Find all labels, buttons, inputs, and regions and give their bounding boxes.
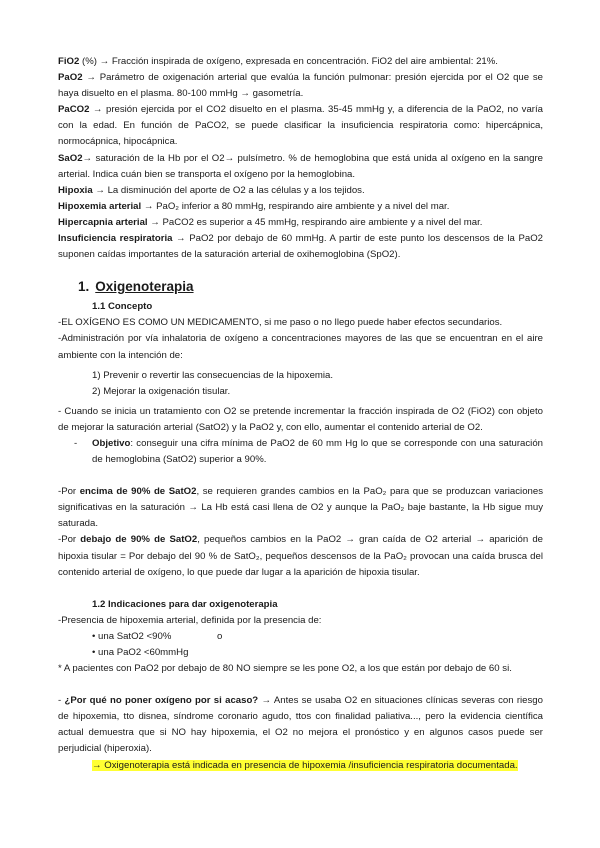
def-text: (%) → Fracción inspirada de oxígeno, expresada en concentración. FiO2 del aire ambiental: 21%. xyxy=(79,56,498,67)
def-text: → PaCO2 es superior a 45 mmHg, respirando aire ambiente y a nivel del mar. xyxy=(147,216,483,228)
def-term: Insuficiencia respiratoria xyxy=(58,233,173,245)
def-text: → Parámetro de oxigenación arterial que evalúa la función pulmonar: presión ejercida por el O2 que se haya disuelto en el plasma. 80-100 mmHg → gasometría. xyxy=(58,72,543,100)
paragraph: - Cuando se inicia un tratamiento con O2 se pretende incrementar la fracción inspirada de O2 (FiO2) con objeto de mejorar la saturación arterial (SatO2) y la PaO2 y, con ello, aumentar el contenido arterial de O2. xyxy=(58,405,543,433)
section-heading xyxy=(78,277,543,297)
subsection-concepto: 1.1 Concepto xyxy=(92,301,153,313)
highlighted-text: Oxigenoterapia está indicada en presencia de hipoxemia /insuficiencia respiratoria documentada. xyxy=(104,759,518,771)
objective-item xyxy=(58,436,543,468)
bullet-or: o xyxy=(217,630,223,642)
paragraph: -EL OXÍGENO ES COMO UN MEDICAMENTO, si me paso o no llego puede haber efectos secundarios. xyxy=(58,317,503,329)
def-term: PaCO2 xyxy=(58,104,90,116)
bullet-text: • una SatO2 <90% xyxy=(92,630,172,642)
list-item: 2) Mejorar la oxigenación tisular. xyxy=(92,385,231,397)
def-term: SaO2 xyxy=(58,152,83,164)
def-term: Hipoxemia arterial xyxy=(58,200,142,212)
paragraph-question: - ¿Por qué no poner oxígeno por si acaso? → Antes se usaba O2 en situaciones clínicas severas con riesgo de hipoxemia, tto disnea, síndrome coronario agudo, ttos con finalidad paliativa..., pero la evidencia científica actual demuestra que si NO hay hipoxemia, el O2 no mejora el pronóstico y en algunos casos puede ser perjudicial (hiperoxia). xyxy=(58,695,543,755)
def-sao2 xyxy=(58,151,543,183)
bold-question: ¿Por qué no poner oxígeno por si acaso? xyxy=(64,695,259,707)
def-text: → La disminución del aporte de O2 a las células y a los tejidos. xyxy=(92,184,365,196)
paragraph: -Presencia de hipoxemia arterial, definida por la presencia de: xyxy=(58,614,322,626)
objective-label: Objetivo xyxy=(92,437,131,449)
objective-text: : conseguir una cifra mínima de PaO2 de 60 mm Hg lo que se corresponde con una saturación de hemoglobina (SatO2) superior a 90%. xyxy=(92,437,543,466)
bold-phrase: encima de 90% de SatO2 xyxy=(79,486,197,498)
def-term: FiO2 xyxy=(58,56,80,67)
section-number: 1. xyxy=(78,279,90,295)
def-pao2 xyxy=(58,70,543,102)
def-hipoxemia xyxy=(58,199,543,215)
arrow: → xyxy=(92,759,105,771)
def-paco2 xyxy=(58,102,543,150)
bullet-item: • una PaO2 <60mmHg xyxy=(92,647,189,658)
highlight-line xyxy=(58,758,543,774)
section-title: Oxigenoterapia xyxy=(95,279,194,295)
def-hipercapnia xyxy=(58,215,543,231)
def-text: → PaO2 por debajo de 60 mmHg. A partir de este punto los descensos de la PaO2 suponen caídas importantes de la saturación arterial de oxihemoglobina (SpO2). xyxy=(58,233,543,261)
def-text: → presión ejercida por el CO2 disuelto en el plasma. 35-45 mmHg y, a diferencia de la PaO2, no varía con la edad. En función de PaCO2, se puede clasificar la insuficiencia respiratoria como: hipercápnica, normocápnica, hipocápnica. xyxy=(58,104,543,148)
def-term: Hipercapnia arterial xyxy=(58,216,148,228)
subsection-indicaciones: 1.2 Indicaciones para dar oxigenoterapia xyxy=(92,598,278,610)
dash-marker: - xyxy=(74,437,78,449)
def-fio2 xyxy=(58,54,543,70)
bold-phrase: debajo de 90% de SatO2 xyxy=(80,534,198,546)
bullet-item xyxy=(58,629,543,645)
list-item: 1) Prevenir o revertir las consecuencias de la hipoxemia. xyxy=(92,369,334,381)
paragraph: -Administración por vía inhalatoria de oxígeno a concentraciones mayores de las que se encuentran en el aire ambiente con la intención de: xyxy=(58,333,543,361)
paragraph-above-90: -Por encima de 90% de SatO2, se requieren grandes cambios en la PaO₂ para que se produzcan variaciones significativas en la saturación → La Hb está casi llena de O2 y aunque la PaO₂ baje bastante, la Hb sigue muy saturada. xyxy=(58,486,543,530)
def-term: Hipoxia xyxy=(58,184,93,196)
def-insuficiencia xyxy=(58,231,543,263)
def-text: → saturación de la Hb por el O2→ pulsímetro. % de hemoglobina que está unida al oxígeno en la sangre arterial. Indica cuán bien se transporta el oxígeno por la hemoglobina. xyxy=(58,152,543,180)
note: * A pacientes con PaO2 por debajo de 80 NO siempre se les pone O2, a los que están por debajo de 60 si. xyxy=(58,663,512,675)
def-hipoxia xyxy=(58,183,543,199)
document-page xyxy=(58,54,543,774)
def-text: → PaO₂ inferior a 80 mmHg, respirando aire ambiente y a nivel del mar. xyxy=(141,200,450,212)
def-term: PaO2 xyxy=(58,72,83,84)
paragraph-below-90: -Por debajo de 90% de SatO2, pequeños cambios en la PaO2 → gran caída de O2 arterial → aparición de hipoxia tisular = Por debajo del 90 % de SatO₂, pequeños descensos de la PaO₂ provocan una caída brusca del contenido arterial de oxígeno, lo que puede dar lugar a la aparición de hipoxia tisular. xyxy=(58,534,543,578)
